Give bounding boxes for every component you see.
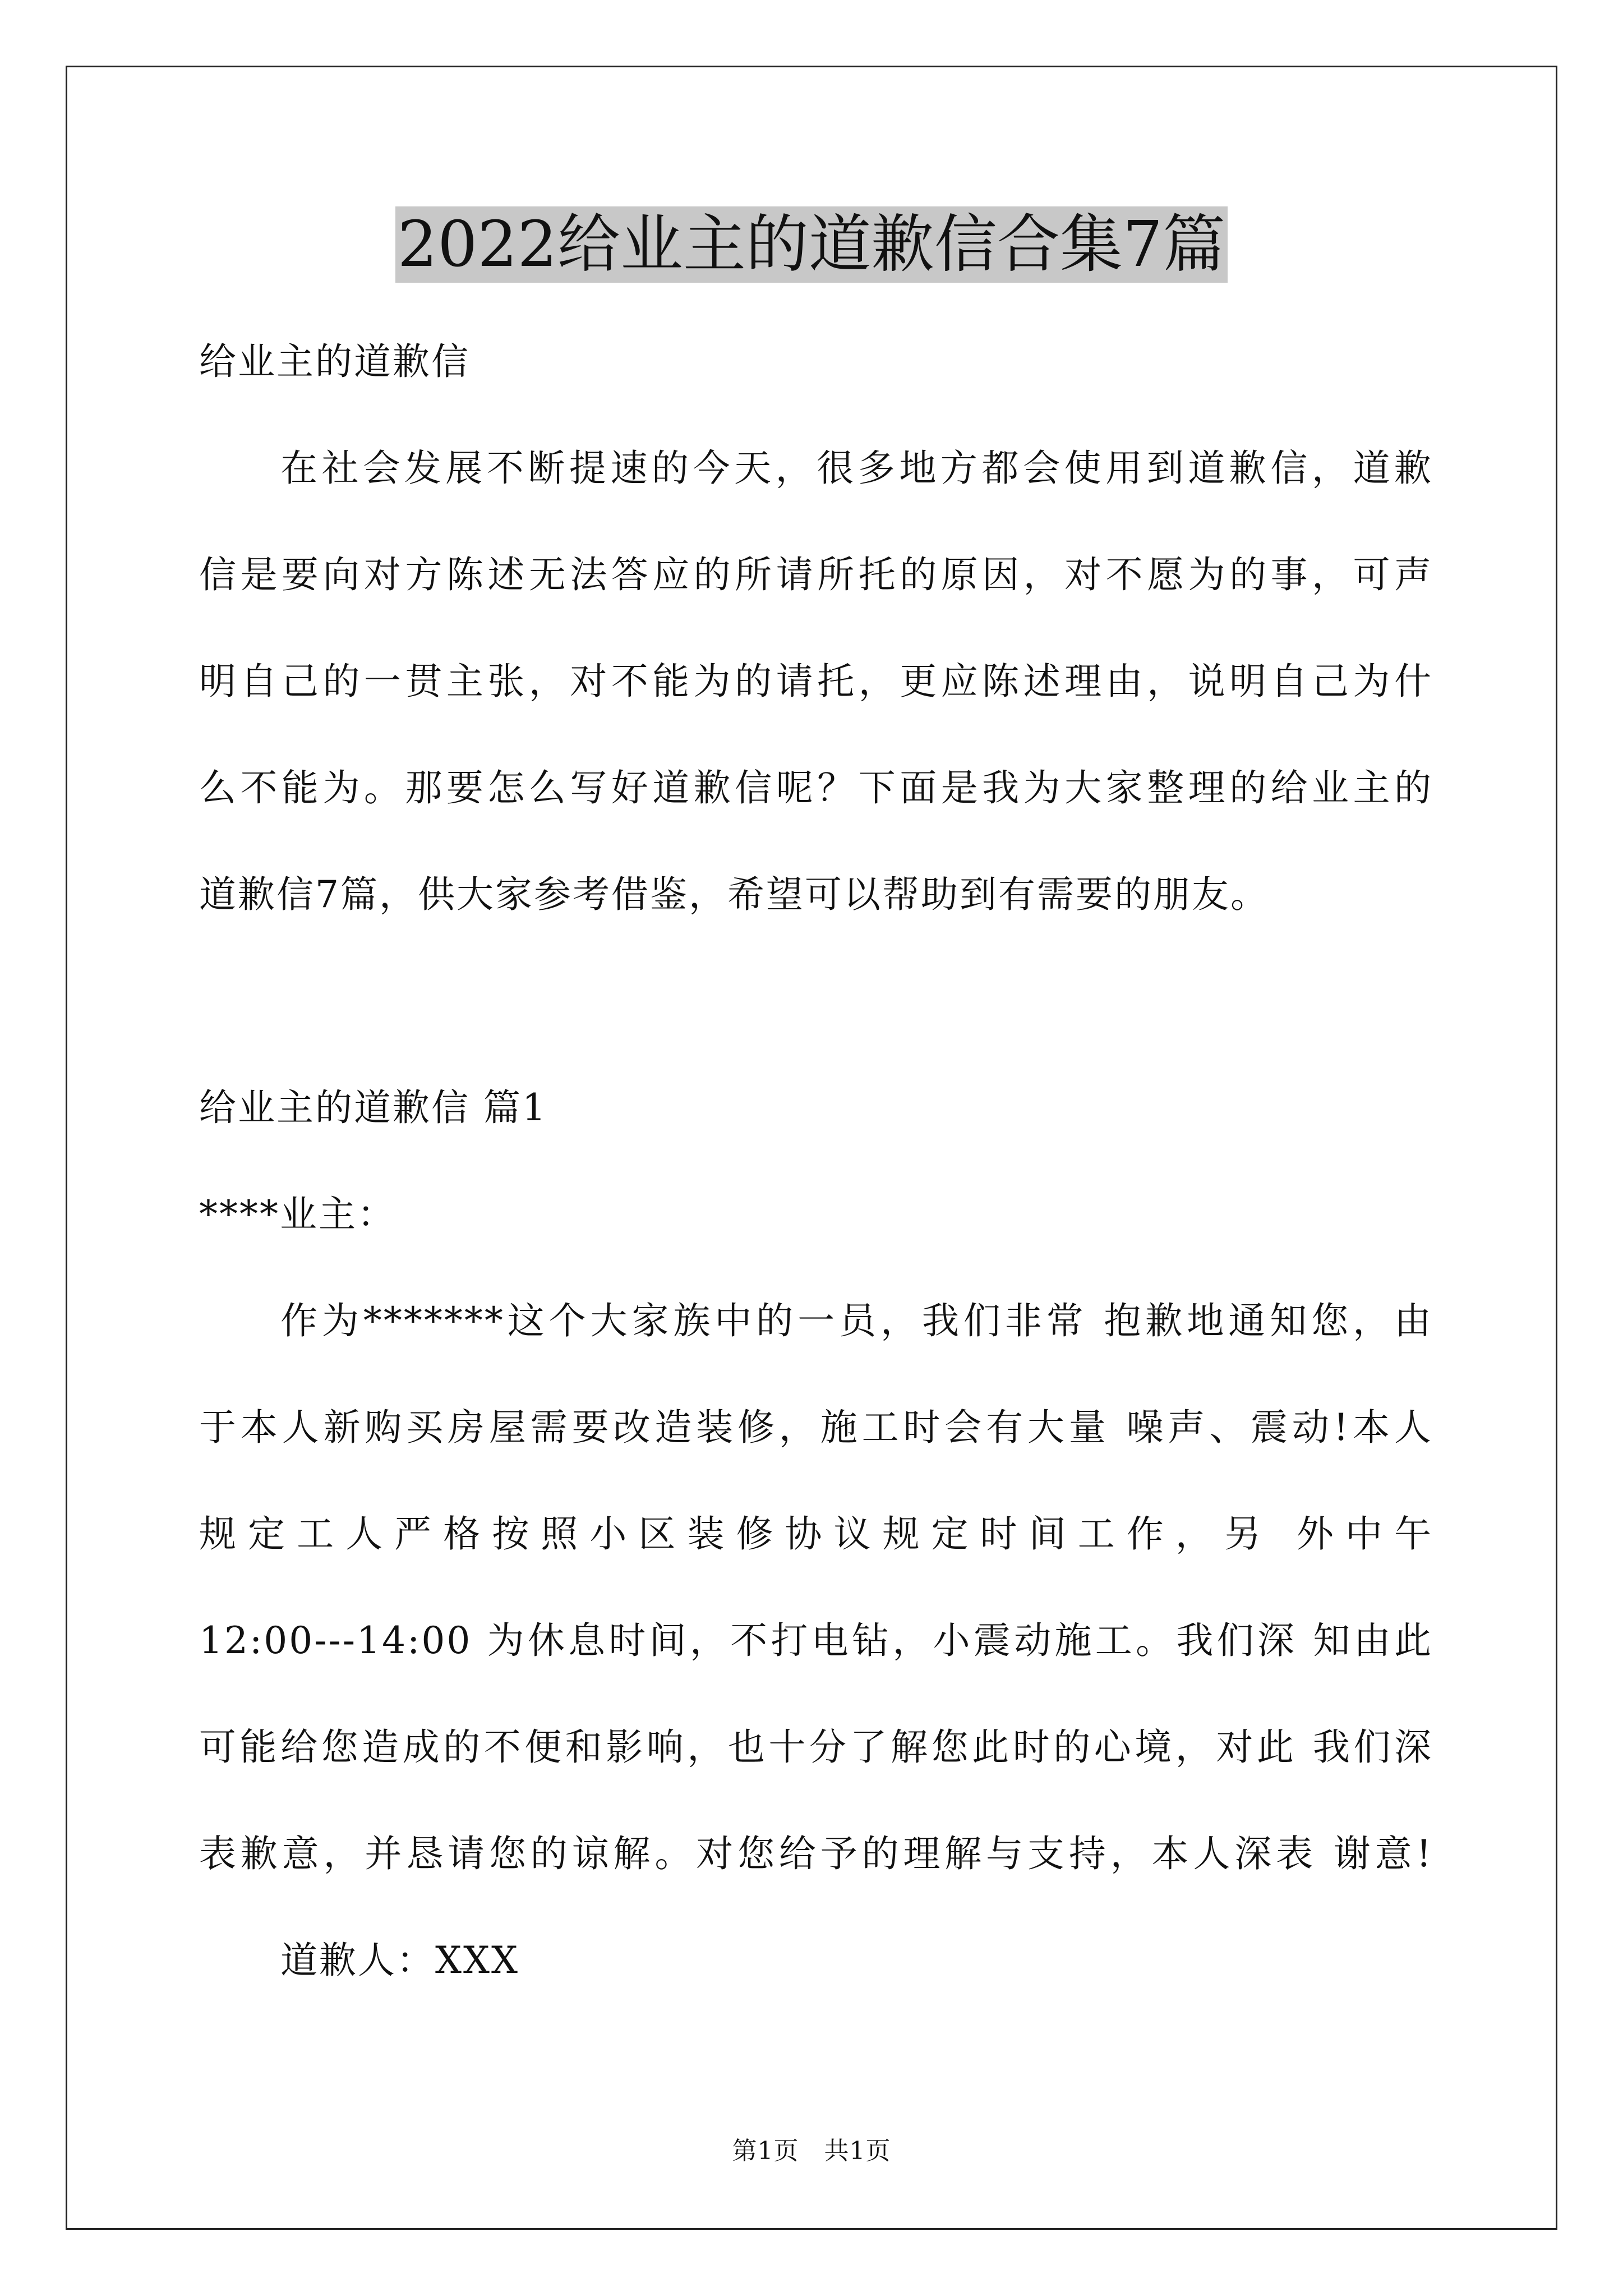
body-line-2: 于本人新购买房屋需要改造装修，施工时会有大量 噪声、震动!本人 <box>199 1406 1433 1449</box>
body-line-1: 作为*******这个大家族中的一员，我们非常 抱歉地通知您，由 <box>280 1299 1433 1342</box>
body-line-6: 表歉意，并恳请您的谅解。对您给予的理解与支持，本人深表 谢意! <box>199 1832 1433 1875</box>
intro-line-2: 信是要向对方陈述无法答应的所请所托的原因，对不愿为的事，可声 <box>199 553 1433 596</box>
document-body <box>199 309 1433 2014</box>
body-line-5: 可能给您造成的不便和影响，也十分了解您此时的心境，对此 我们深 <box>199 1726 1433 1769</box>
salutation: ****业主： <box>199 1193 396 1236</box>
intro-heading: 给业主的道歉信 <box>199 340 470 383</box>
intro-line-3: 明自己的一贯主张，对不能为的请托，更应陈述理由，说明自己为什 <box>199 660 1433 703</box>
title-container <box>0 206 1623 283</box>
intro-line-1: 在社会发展不断提速的今天，很多地方都会使用到道歉信，道歉 <box>280 447 1433 490</box>
section-heading: 给业主的道歉信 篇1 <box>199 1086 547 1129</box>
body-line-4: 12:00---14:00 为休息时间，不打电钻，小震动施工。我们深 知由此 <box>199 1619 1433 1662</box>
signature: 道歉人：XXX <box>280 1939 519 1982</box>
intro-line-4: 么不能为。那要怎么写好道歉信呢？下面是我为大家整理的给业主的 <box>199 766 1433 809</box>
document-title: 2022给业主的道歉信合集7篇 <box>395 206 1228 283</box>
page-footer: 第1页 共1页 <box>732 2137 891 2165</box>
intro-line-5: 道歉信7篇，供大家参考借鉴，希望可以帮助到有需要的朋友。 <box>199 873 1269 916</box>
spacer <box>199 948 1433 1055</box>
body-line-3: 规定工人严格按照小区装修协议规定时间工作，另 外中午 <box>199 1512 1433 1556</box>
